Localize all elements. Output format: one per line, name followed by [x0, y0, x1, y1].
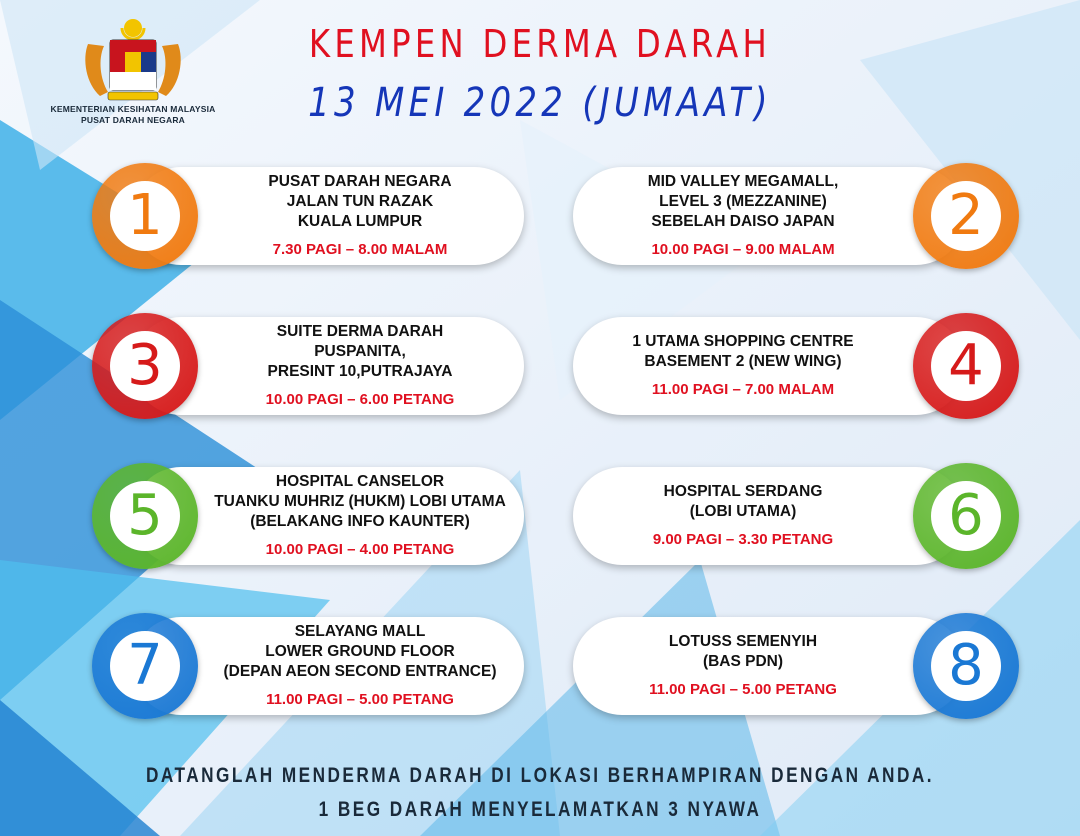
- location-number: 3: [127, 333, 163, 398]
- location-card: [92, 463, 540, 569]
- location-address-line: (BELAKANG INFO KAUNTER): [250, 513, 470, 530]
- location-card: [92, 313, 540, 419]
- location-address-line: SELAYANG MALL: [294, 623, 426, 640]
- location-time: 10.00 PAGI – 9.00 MALAM: [651, 241, 835, 258]
- ministry-name: KEMENTERIAN KESIHATAN MALAYSIA: [50, 104, 216, 114]
- location-card: [573, 313, 1021, 419]
- location-details: [583, 173, 903, 259]
- location-address-line: SEBELAH DAISO JAPAN: [651, 213, 835, 230]
- location-number: 7: [127, 633, 163, 698]
- location-card: [573, 163, 1021, 269]
- location-details: [583, 473, 903, 559]
- footer-slogan: 1 BEG DARAH MENYELAMATKAN 3 NYAWA: [318, 798, 762, 821]
- location-number-badge: [913, 613, 1019, 719]
- footer-invitation: DATANGLAH MENDERMA DARAH DI LOKASI BERHAMPIRAN DENGAN ANDA.: [145, 764, 934, 787]
- location-number: 8: [948, 633, 984, 698]
- location-address-line: LEVEL 3 (MEZZANINE): [659, 193, 827, 210]
- location-time: 9.00 PAGI – 3.30 PETANG: [652, 531, 834, 548]
- location-address-line: 1 UTAMA SHOPPING CENTRE: [632, 333, 854, 350]
- location-address-line: SUITE DERMA DARAH: [276, 323, 444, 340]
- location-number-badge: [913, 313, 1019, 419]
- location-address-line: (LOBI UTAMA): [689, 503, 797, 520]
- location-address-line: (DEPAN AEON SECOND ENTRANCE): [223, 663, 497, 680]
- location-address-line: JALAN TUN RAZAK: [286, 193, 434, 210]
- location-number-badge: [92, 613, 198, 719]
- location-address-line: PUSAT DARAH NEGARA: [268, 173, 452, 190]
- location-details: [583, 323, 903, 409]
- location-time: 11.00 PAGI – 5.00 PETANG: [266, 691, 454, 708]
- location-number-badge: [92, 163, 198, 269]
- campaign-title: KEMPEN DERMA DARAH: [308, 22, 772, 66]
- location-time: 11.00 PAGI – 7.00 MALAM: [651, 381, 835, 398]
- location-address-line: TUANKU MUHRIZ (HUKM) LOBI UTAMA: [214, 493, 506, 510]
- location-number: 1: [127, 183, 163, 248]
- location-number-badge: [913, 163, 1019, 269]
- location-address-line: MID VALLEY MEGAMALL,: [647, 173, 839, 190]
- location-details: [200, 323, 520, 409]
- location-details: [200, 623, 520, 709]
- location-details: [200, 473, 520, 559]
- location-address-line: (BAS PDN): [702, 653, 784, 670]
- center-name: PUSAT DARAH NEGARA: [80, 115, 186, 125]
- location-address-line: PUSPANITA,: [314, 343, 406, 360]
- location-number: 6: [948, 483, 984, 548]
- location-time: 10.00 PAGI – 4.00 PETANG: [265, 541, 455, 558]
- location-card: [573, 463, 1021, 569]
- location-number-badge: [913, 463, 1019, 569]
- location-card: [92, 613, 540, 719]
- location-number-badge: [92, 313, 198, 419]
- location-address-line: PRESINT 10,PUTRAJAYA: [267, 363, 453, 380]
- location-details: [200, 173, 520, 259]
- location-address-line: LOTUSS SEMENYIH: [668, 633, 818, 650]
- location-card: [573, 613, 1021, 719]
- location-address-line: BASEMENT 2 (NEW WING): [644, 353, 842, 370]
- location-time: 11.00 PAGI – 5.00 PETANG: [649, 681, 837, 698]
- location-number: 4: [948, 333, 984, 398]
- location-card: [92, 163, 540, 269]
- location-time: 7.30 PAGI – 8.00 MALAM: [272, 241, 448, 258]
- location-address-line: KUALA LUMPUR: [297, 213, 423, 230]
- location-time: 10.00 PAGI – 6.00 PETANG: [265, 391, 455, 408]
- location-address-line: LOWER GROUND FLOOR: [265, 643, 455, 660]
- location-number: 5: [127, 483, 163, 548]
- location-details: [583, 623, 903, 709]
- location-address-line: HOSPITAL CANSELOR: [275, 473, 445, 490]
- location-number-badge: [92, 463, 198, 569]
- location-address-line: HOSPITAL SERDANG: [663, 483, 823, 500]
- location-number: 2: [948, 183, 984, 248]
- campaign-date: 13 MEI 2022 (JUMAAT): [308, 80, 772, 126]
